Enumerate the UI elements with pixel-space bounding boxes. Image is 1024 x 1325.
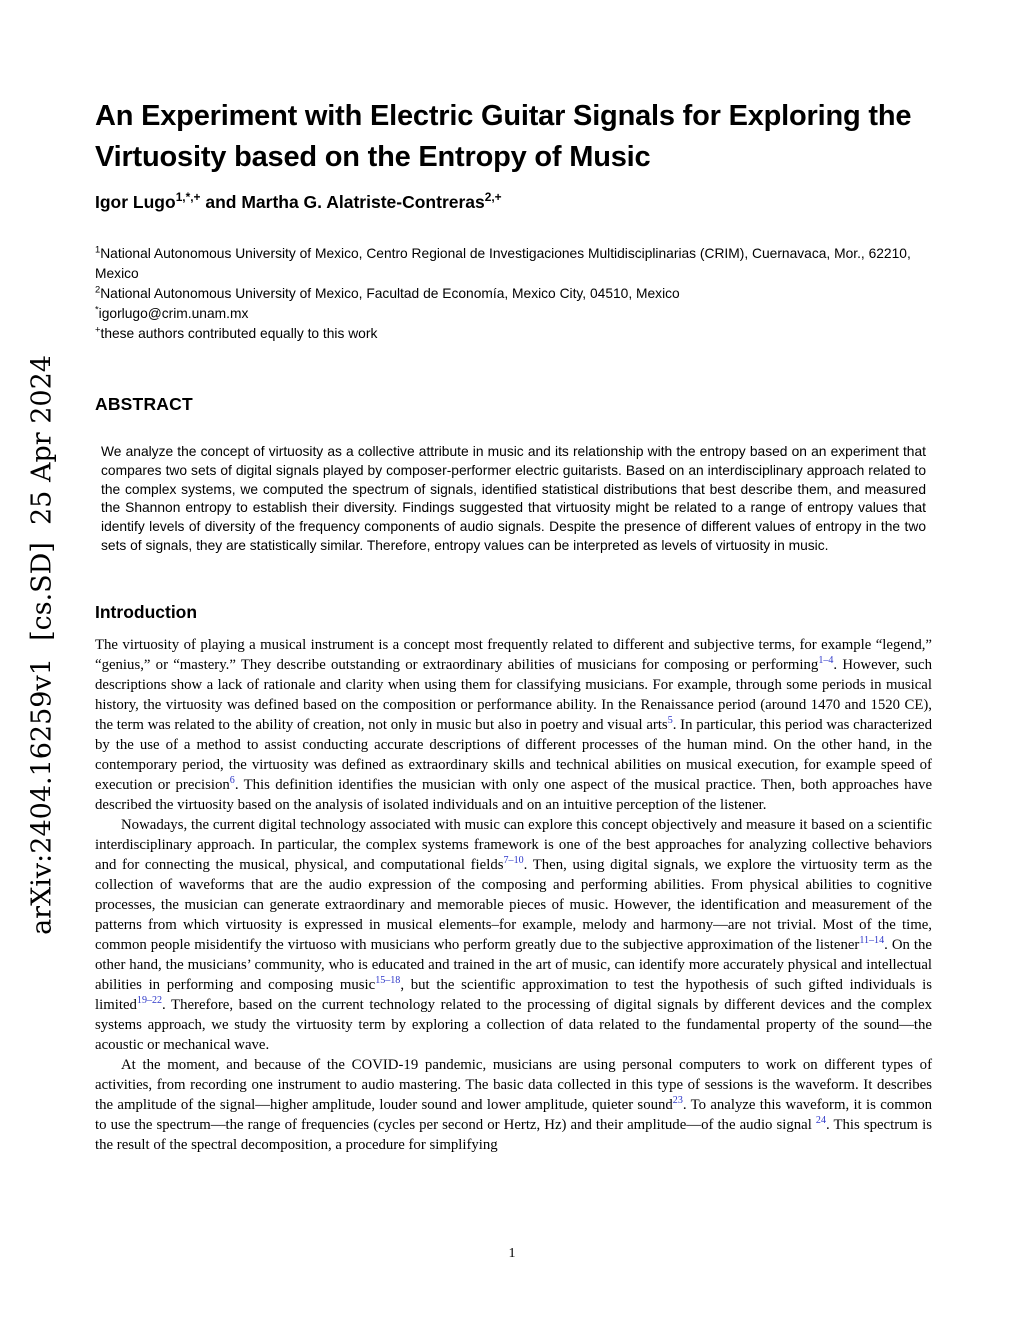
paper-title: An Experiment with Electric Guitar Signals for Exploring the Virtuosity based on the Entropy of Music xyxy=(95,100,912,174)
affiliation-line-2: $^2$National Autonomous University of Mexico, Facultad de Economía, Mexico City, 04510, Mexico xyxy=(95,284,680,301)
intro-paragraph-2: Nowadays, the current digital technology associated with music can explore this concept objectively and measure it based on a scientific interdisciplinary approach. In particular, the complex systems framework is one of the best approaches for analyzing collective behaviors and for connecting the musical, physical, and computational fields$^{7-10}$. Then, using digital signals, we explore the virtuosity term as the collection of waveforms that are the audio expression of the composing and performing abilities. From physical abilities to cognitive processes, the musician can generate extraordinary and memorable pieces of music. However, the identification and measurement of the patterns from which virtuosity is expressed in musical elements–for example, melody and harmony—are not trivial. Most of the time, common people misidentify the virtuoso with musicians who perform greatly due to the subjective approximation of the listener$^{11-14}$. On the other hand, the musicians’ community, who is educated and trained in the art of music, can identify more accurately physical and intellectual abilities in performing and composing music$^{15-18}$, but the scientific approximation to test the hypothesis of such gifted individuals is limited$^{19-22}$. Therefore, based on the current technology related to the processing of digital signals by different devices and the complex systems approach, we study the virtuosity term by exploring a collection of data related to the fundamental property of the sound—the acoustic or mechanical wave. xyxy=(95,816,933,1053)
abstract-heading: ABSTRACT xyxy=(95,393,193,414)
affiliation-line-1: $^1$National Autonomous University of Mexico, Centro Regional de Investigaciones Multidisciplinarias (CRIM), Cuernavaca, Mor., 62210, Mexico xyxy=(95,244,911,281)
paper-content xyxy=(95,96,932,1155)
page-number: 1 xyxy=(508,1246,516,1261)
intro-paragraph-3: At the moment, and because of the COVID-19 pandemic, musicians are using personal computers to work on different types of activities, from recording one instrument to audio mastering. The basic data collected in this type of sessions is the waveform. It describes the amplitude of the signal—higher amplitude, louder sound and lower amplitude, quieter sound$^{23}$. To analyze this waveform, it is common to use the spectrum—the range of frequencies (cycles per second or Hertz, Hz) and their amplitude—of the audio signal $^{24}$. This spectrum is the result of the spectral decomposition, a procedure for simplifying xyxy=(95,1056,933,1153)
author-email: *igorlugo@crim.unam.mx xyxy=(95,304,249,321)
abstract-text: We analyze the concept of virtuosity as a collective attribute in music and its relationship with the entropy based on an experiment that compares two sets of digital signals played by composer-performer electric guitarists. Based on an interdisciplinary approach related to the complex systems, we computed the spectrum of signals, identified statistical distributions that best describe them, and measured the Shannon entropy to establish their diversity. Findings suggested that virtuosity might be related to a range of entropy values that identify levels of diversity of the frequency components of audio signals. Despite the presence of different values of entropy in the two sets of signals, they are statistically similar. Therefore, entropy values can be interpreted as levels of virtuosity in music. xyxy=(101,443,926,553)
authors-line: Igor Lugo$^{1,*,+}$ and Martha G. Alatriste-Contreras$^{2,+}$ xyxy=(95,190,502,212)
equal-contribution-note: +these authors contributed equally to this work xyxy=(95,324,378,341)
affiliations-block xyxy=(95,244,932,344)
arxiv-watermark: arXiv:2404.16259v1 [cs.SD] 25 Apr 2024 xyxy=(26,355,58,935)
intro-paragraph-1: The virtuosity of playing a musical instrument is a concept most frequently related to different and subjective terms, for example “legend,” “genius,” or “mastery.” They describe outstanding or extraordinary abilities of musicians for composing or performing$^{1-4}$. However, such descriptions show a lack of rationale and clarity when using them for classifying musicians. For example, through some periods in musical history, the virtuosity was defined based on the composition or performance ability. In the Renaissance period (around 1470 and 1520 CE), the term was related to the ability of creation, not only in music but also in poetry and visual arts$^5$. In particular, this period was characterized by the use of a method to assist conducting accurate descriptions of different processes of the human mind. On the other hand, in the contemporary period, the virtuosity was defined as extraordinary skills and technical abilities on musical execution, for example speed of execution or precision$^6$. This definition identifies the musician with only one aspect of the musical practice. Then, both approaches have described the virtuosity based on the analysis of isolated individuals and on an intuitive perception of the listener. xyxy=(95,636,933,813)
section-heading-introduction: Introduction xyxy=(95,601,198,622)
